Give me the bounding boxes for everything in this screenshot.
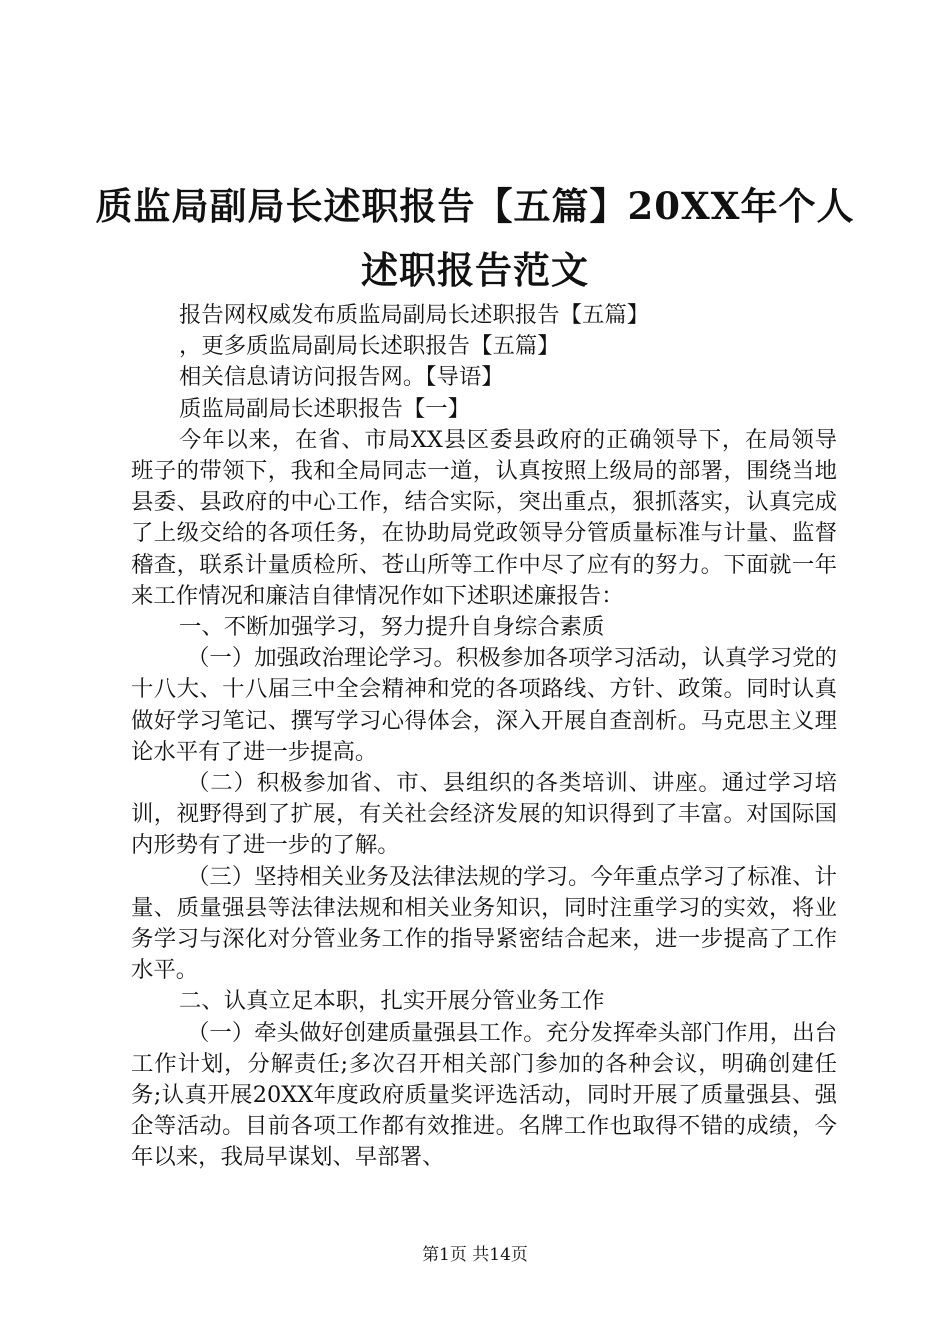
document-body [131,300,837,1174]
paragraph-item-1-3: （三）坚持相关业务及法律法规的学习。今年重点学习了标准、计量、质量强县等法律法规和相关业务知识，同时注重学习的实效，将业务学习与深化对分管业务工作的指导紧密结合起来，进一步提高了工作水平。 [131,863,837,984]
paragraph-intro-1: 报告网权威发布质监局副局长述职报告【五篇】 [179,302,650,328]
paragraph-item-1-1: （一）加强政治理论学习。积极参加各项学习活动，认真学习党的十八大、十八届三中全会精神和党的各项路线、方针、政策。同时认真做好学习笔记、撰写学习心得体会，深入开展自查剖析。马克思主义理论水平有了进一步提高。 [131,645,837,765]
page-footer: 第1页 共14页 [422,1245,528,1265]
paragraph-item-1-2: （二）积极参加省、市、县组织的各类培训、讲座。通过学习培训，视野得到了扩展，有关社会经济发展的知识得到了丰富。对国际国内形势有了进一步的了解。 [131,770,837,859]
paragraph-opening: 今年以来，在省、市局XX县区委县政府的正确领导下，在局领导班子的带领下，我和全局同志一道，认真按照上级局的部署，围绕当地县委、县政府的中心工作，结合实际，突出重点，狠抓落实，认真完成了上级交给的各项任务，在协助局党政领导分管质量标准与计量、监督稽查，联系计量质检所、苍山所等工作中尽了应有的努力。下面就一年来工作情况和廉洁自律情况作如下述职述廉报告： [131,426,837,609]
paragraph-intro-2: ，更多质监局副局长述职报告【五篇】 [179,333,560,360]
document-title-line2: 述职报告范文 [361,248,589,292]
paragraph-intro-3: 相关信息请访问报告网。【导语】 [179,364,504,391]
section-heading-report-1: 质监局副局长述职报告【一】 [179,395,471,422]
section-heading-1: 一、不断加强学习，努力提升自身综合素质 [179,614,605,641]
paragraph-item-2-1: （一）牵头做好创建质量强县工作。充分发挥牵头部门作用，出台工作计划，分解责任;多次召开相关部门参加的各种会议，明确创建任务;认真开展20XX年度政府质量奖评选活动，同时开展了质量强县、强企等活动。目前各项工作都有效推进。名牌工作也取得不错的成绩，今年以来，我局早谋划、早部署、 [131,1019,837,1171]
document-title-line1: 质监局副局长述职报告【五篇】20XX年个人 [95,184,855,228]
section-heading-2: 二、认真立足本职，扎实开展分管业务工作 [179,988,605,1015]
